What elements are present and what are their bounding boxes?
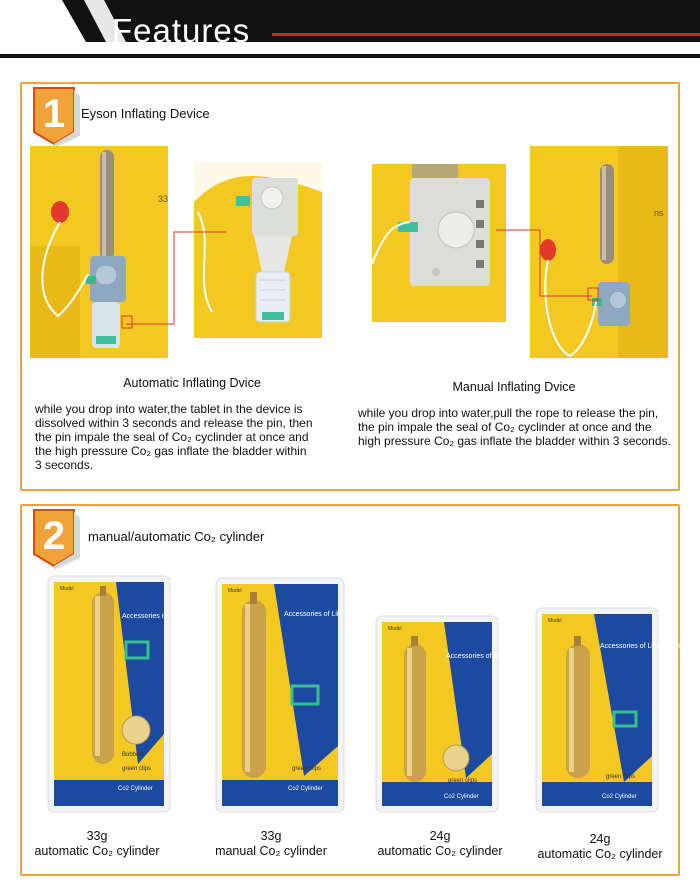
svg-text:Co2 Cylinder: Co2 Cylinder — [288, 786, 323, 792]
package-caption-3: 24g automatic Co₂ cylinder — [377, 829, 503, 858]
svg-text:Model: Model — [60, 586, 74, 592]
automatic-connector-lines — [122, 224, 232, 334]
package-brand-text: Accessories of Life Jacket — [446, 653, 527, 660]
automatic-device-caption: Automatic Inflating Dvice — [123, 376, 261, 390]
header-banner — [0, 0, 700, 62]
step-badge-2 — [34, 510, 80, 566]
co2-package-2 — [214, 576, 365, 814]
svg-text:green clips: green clips — [122, 766, 152, 772]
package-brand-text: Accessories of Life Jacket — [284, 611, 365, 618]
svg-text:Co2 Cylinder: Co2 Cylinder — [444, 794, 479, 800]
manual-device-description: while you drop into water,pull the rope to release the pin, the pin impale the seal of Co₂ cyclinder at once and the high pressure Co₂ gas inflate the bladder within 3 seconds. — [358, 406, 671, 448]
package-caption-1: 33g automatic Co₂ cylinder — [34, 829, 160, 858]
automatic-device-description: while you drop into water,the tablet in the device is dissolved within 3 seconds and release the pin, then the pin impale the seal of Co₂ cyclinder at once and the high pressure Co₂ gas inflate the bladder within 3 seconds. — [35, 402, 313, 472]
package-caption-2: 33g manual Co₂ cylinder — [215, 829, 327, 858]
package-caption-4: 24g automatic Co₂ cylinder — [537, 832, 663, 861]
co2-package-3 — [374, 614, 527, 814]
package-brand-text: Accessories of Life Jacket — [600, 643, 681, 650]
co2-cylinder-panel — [20, 504, 680, 876]
svg-text:Model: Model — [548, 618, 562, 624]
svg-text:Bobbins: Bobbins — [122, 752, 144, 758]
svg-text:green clips: green clips — [292, 766, 322, 772]
page-title: Features — [112, 12, 251, 49]
svg-text:green clips: green clips — [448, 778, 478, 784]
co2-package-1 — [46, 574, 203, 814]
svg-text:33: 33 — [158, 194, 169, 204]
co2-package-4 — [534, 606, 681, 814]
svg-text:ns: ns — [654, 208, 664, 218]
section-title: manual/automatic Co₂ cylinder — [88, 529, 265, 544]
manual-connector-lines — [492, 226, 602, 306]
features-header — [0, 0, 700, 62]
section-title: Eyson Inflating Device — [81, 106, 210, 121]
step-number: 2 — [42, 514, 66, 558]
svg-text:Co2 Cylinder: Co2 Cylinder — [602, 794, 637, 800]
svg-text:Co2 Cylinder: Co2 Cylinder — [118, 786, 153, 792]
svg-text:Model: Model — [228, 588, 242, 594]
manual-device-detail-photo — [372, 164, 506, 322]
manual-device-caption: Manual Inflating Dvice — [452, 380, 576, 394]
inflating-device-panel — [20, 82, 680, 491]
svg-text:Model: Model — [388, 626, 402, 632]
step-number: 1 — [42, 92, 66, 136]
svg-text:green clips: green clips — [606, 774, 636, 780]
step-badge-1 — [34, 88, 80, 144]
package-brand-text: Accessories of Life Jacket — [122, 613, 203, 620]
